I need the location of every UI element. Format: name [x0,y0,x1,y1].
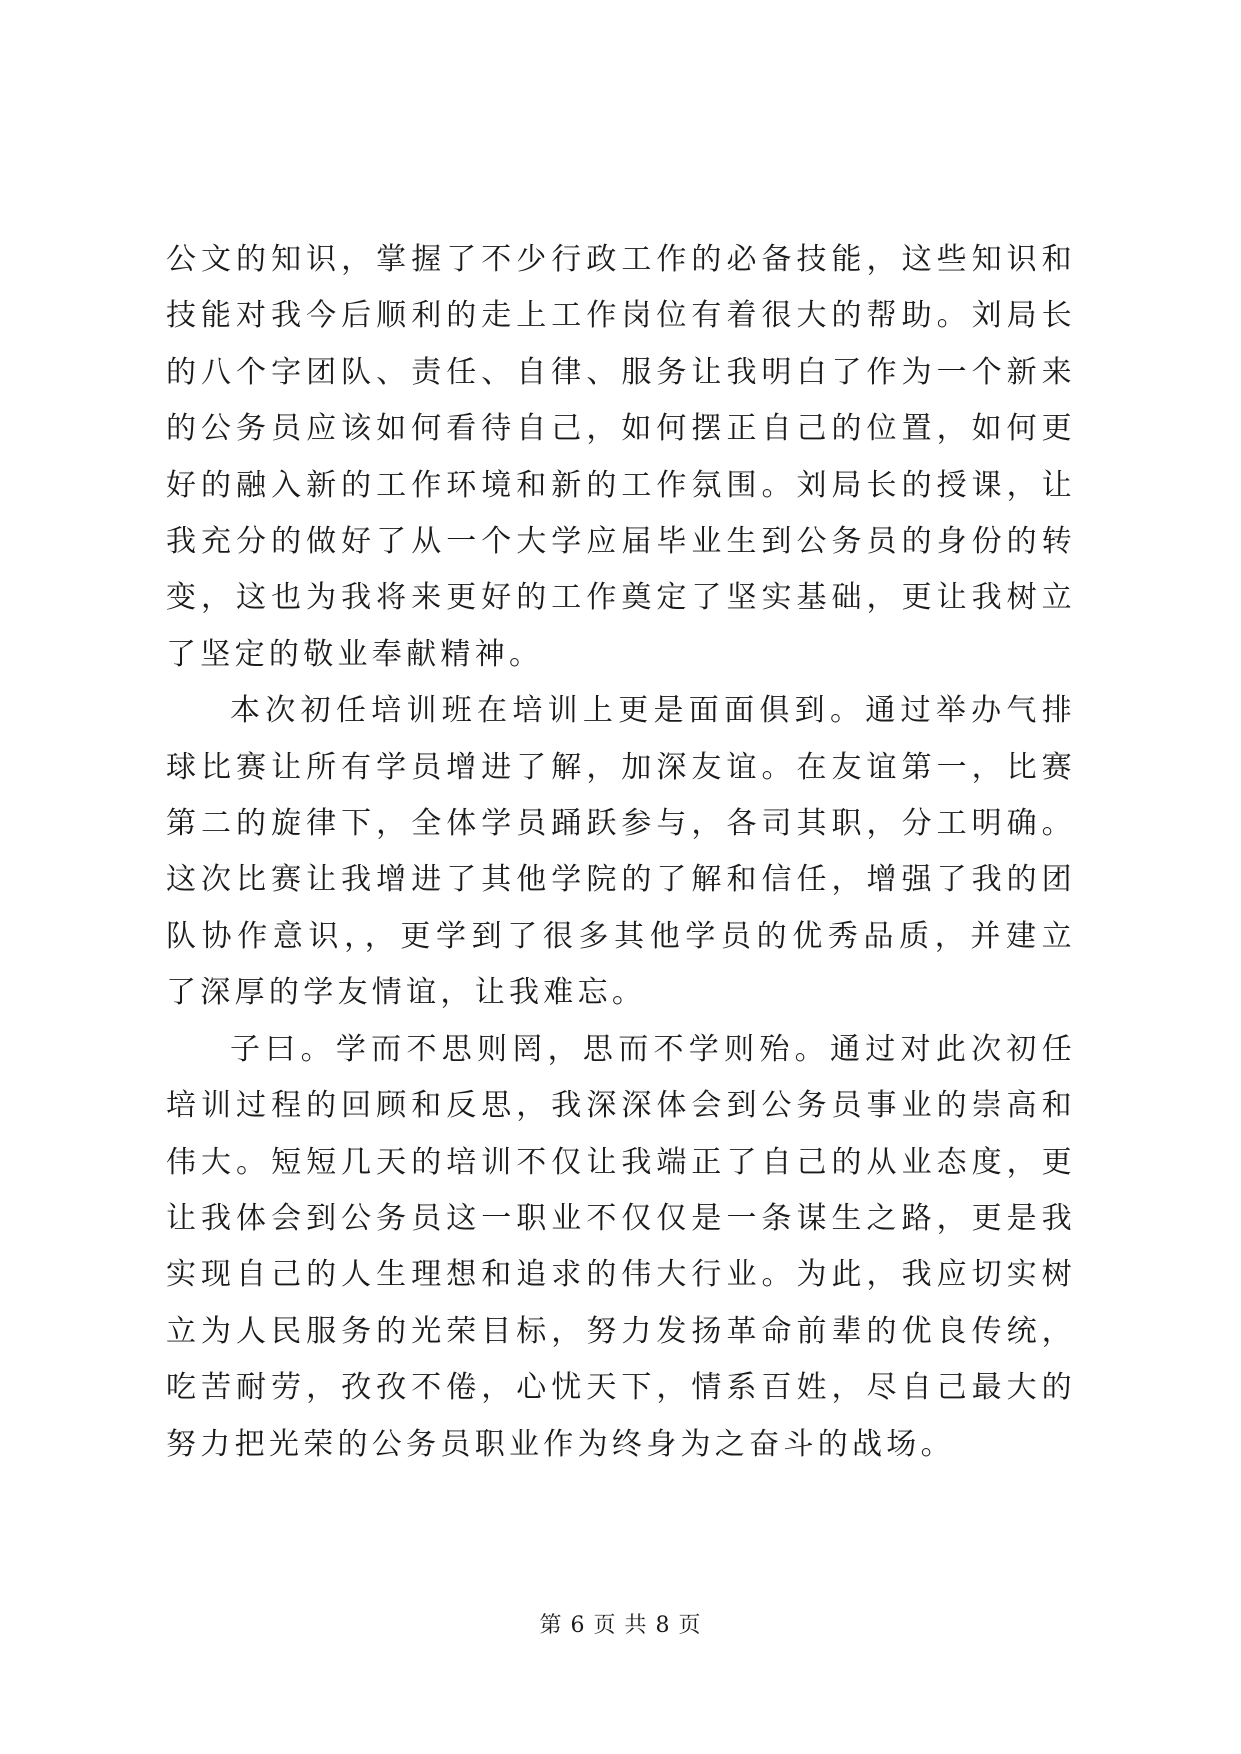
page-number-footer: 第 6 页 共 8 页 [539,1613,702,1638]
document-body [166,232,1076,1473]
paragraph-3: 子曰。学而不思则罔，思而不学则殆。通过对此次初任培训过程的回顾和反思，我深深体会到公务员事业的崇高和伟大。短短几天的培训不仅让我端正了自己的从业态度，更让我体会到公务员这一职业不仅仅是一条谋生之路，更是我实现自己的人生理想和追求的伟大行业。为此，我应切实树立为人民服务的光荣目标，努力发扬革命前辈的优良传统，吃苦耐劳，孜孜不倦，心忧天下，情系百姓，尽自己最大的努力把光荣的公务员职业作为终身为之奋斗的战场。 [166,1031,1076,1462]
paragraph-1: 公文的知识，掌握了不少行政工作的必备技能，这些知识和技能对我今后顺利的走上工作岗位有着很大的帮助。刘局长的八个字团队、责任、自律、服务让我明白了作为一个新来的公务员应该如何看待自己，如何摆正自己的位置，如何更好的融入新的工作环境和新的工作氛围。刘局长的授课，让我充分的做好了从一个大学应届毕业生到公务员的身份的转变，这也为我将来更好的工作奠定了坚实基础，更让我树立了坚定的敬业奉献精神。 [166,242,1076,672]
paragraph-2: 本次初任培训班在培训上更是面面俱到。通过举办气排球比赛让所有学员增进了解，加深友谊。在友谊第一，比赛第二的旋律下，全体学员踊跃参与，各司其职，分工明确。这次比赛让我增进了其他学院的了解和信任，增强了我的团队协作意识，，更学到了很多其他学员的优秀品质，并建立了深厚的学友情谊，让我难忘。 [166,693,1076,1011]
